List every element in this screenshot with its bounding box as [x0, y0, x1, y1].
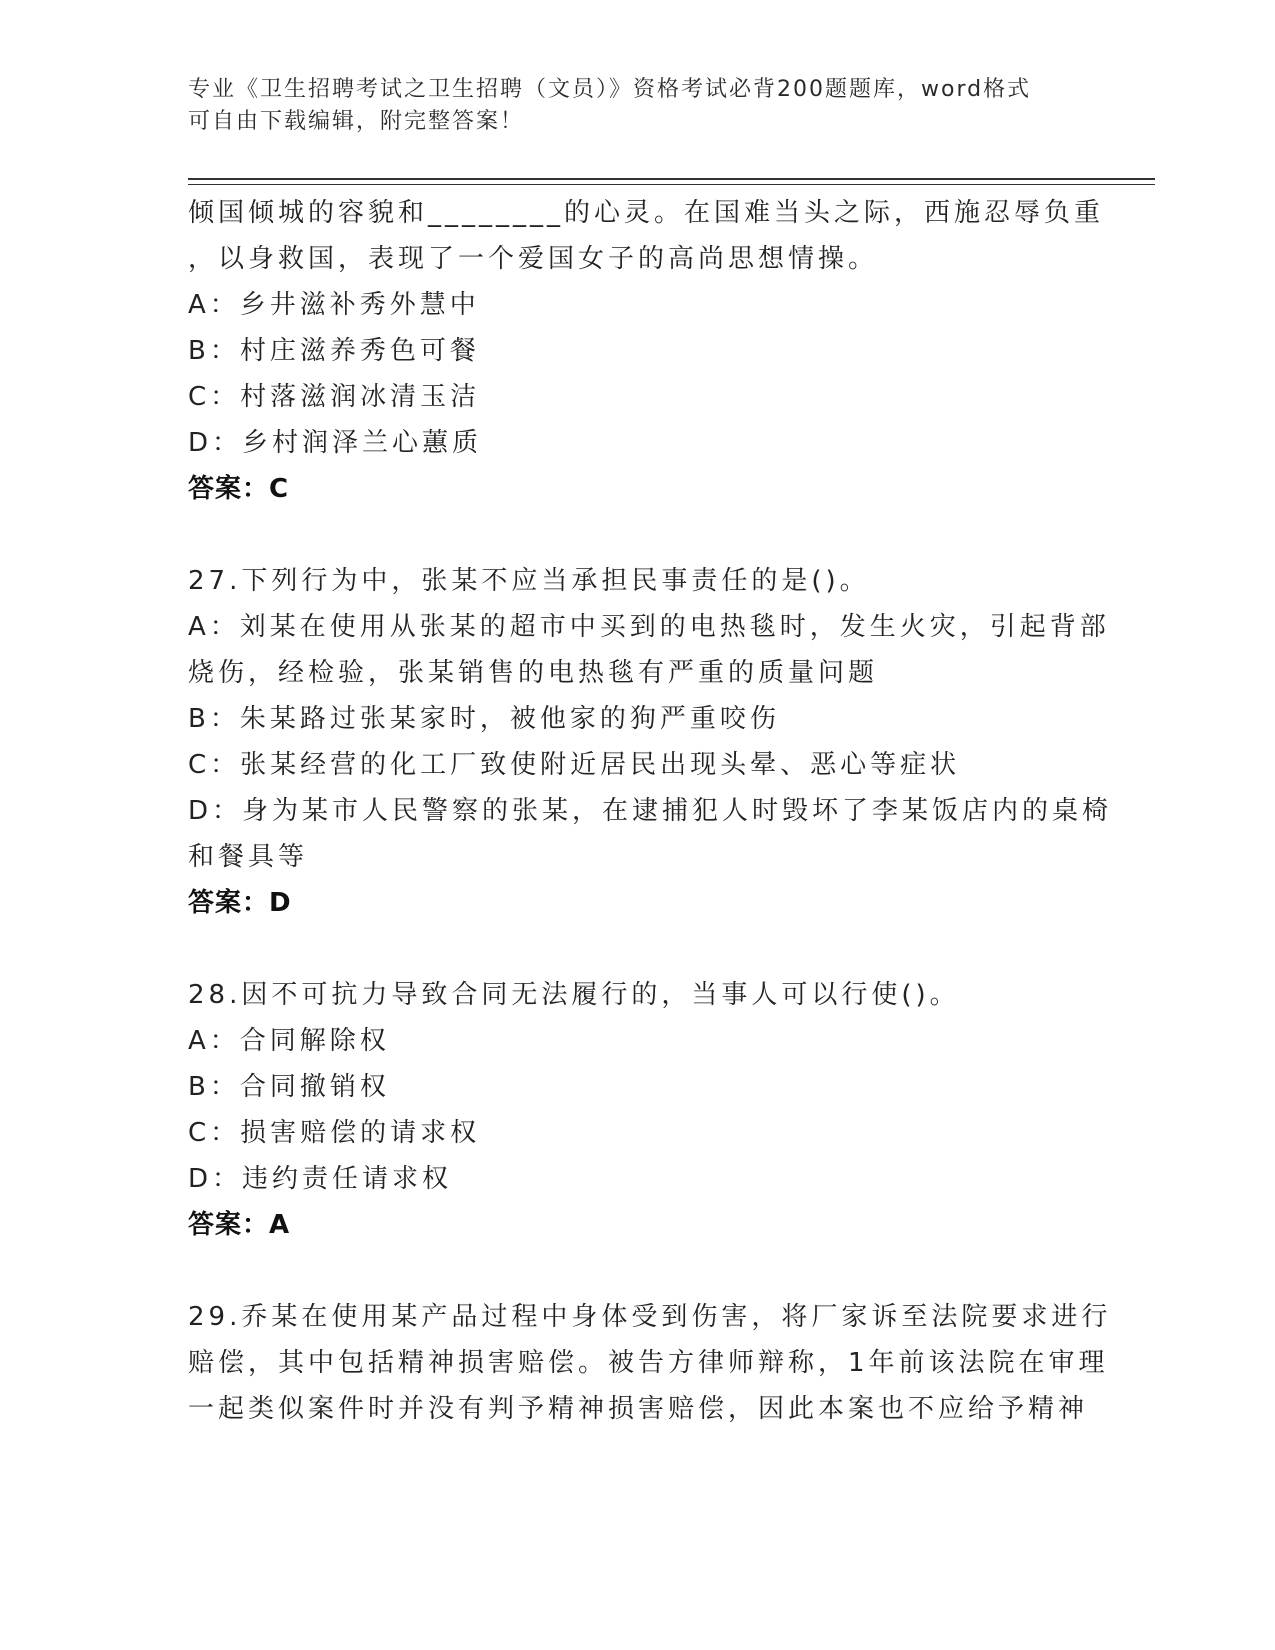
answer-label: 答案：A	[188, 1210, 291, 1240]
option-d-continued: 和餐具等	[188, 842, 309, 872]
question-stem-line: ，以身救国，表现了一个爱国女子的高尚思想情操。	[188, 244, 879, 274]
header-divider-thin	[188, 184, 1155, 185]
option-c: C：损害赔偿的请求权	[188, 1118, 481, 1148]
answer-label: 答案：C	[188, 474, 290, 504]
question-stem-line: 一起类似案件时并没有判予精神损害赔偿，因此本案也不应给予精神	[188, 1394, 1089, 1424]
question-27	[188, 558, 1113, 926]
option-b: B：村庄滋养秀色可餐	[188, 336, 480, 366]
question-stem: 27.下列行为中，张某不应当承担民事责任的是()。	[188, 566, 870, 596]
question-26	[188, 190, 1105, 512]
option-c: C：村落滋润冰清玉洁	[188, 382, 481, 412]
answer-label: 答案：D	[188, 888, 292, 918]
header-divider-thick	[188, 178, 1155, 180]
option-a: A：乡井滋补秀外慧中	[188, 290, 480, 320]
question-spacer	[188, 1248, 1088, 1294]
question-content	[188, 190, 1113, 1432]
option-a-continued: 烧伤，经检验，张某销售的电热毯有严重的质量问题	[188, 658, 879, 688]
question-stem-line: 29.乔某在使用某产品过程中身体受到伤害，将厂家诉至法院要求进行	[188, 1302, 1112, 1332]
question-stem-line: 赔偿，其中包括精神损害赔偿。被告方律师辩称，1年前该法院在审理	[188, 1348, 1109, 1378]
option-b: B：合同撤销权	[188, 1072, 390, 1102]
header-title-line-2: 可自由下载编辑，附完整答案！	[188, 109, 525, 134]
question-stem-line: 倾国倾城的容貌和________的心灵。在国难当头之际，西施忍辱负重	[188, 198, 1105, 228]
header-title-line-1: 专业《卫生招聘考试之卫生招聘（文员）》资格考试必背200题题库，word格式	[188, 77, 1032, 102]
question-29	[188, 1294, 1112, 1432]
question-28	[188, 972, 1088, 1248]
question-spacer	[188, 926, 1088, 972]
question-stem: 28.因不可抗力导致合同无法履行的，当事人可以行使()。	[188, 980, 960, 1010]
option-d: D：违约责任请求权	[188, 1164, 453, 1194]
option-a: A：刘某在使用从张某的超市中买到的电热毯时，发生火灾，引起背部	[188, 612, 1110, 642]
option-b: B：朱某路过张某家时，被他家的狗严重咬伤	[188, 704, 780, 734]
document-header	[188, 74, 1088, 138]
option-d: D：身为某市人民警察的张某，在逮捕犯人时毁坏了李某饭店内的桌椅	[188, 796, 1113, 826]
option-a: A：合同解除权	[188, 1026, 390, 1056]
option-d: D：乡村润泽兰心蕙质	[188, 428, 483, 458]
question-spacer	[188, 512, 1088, 558]
option-c: C：张某经营的化工厂致使附近居民出现头晕、恶心等症状	[188, 750, 961, 780]
